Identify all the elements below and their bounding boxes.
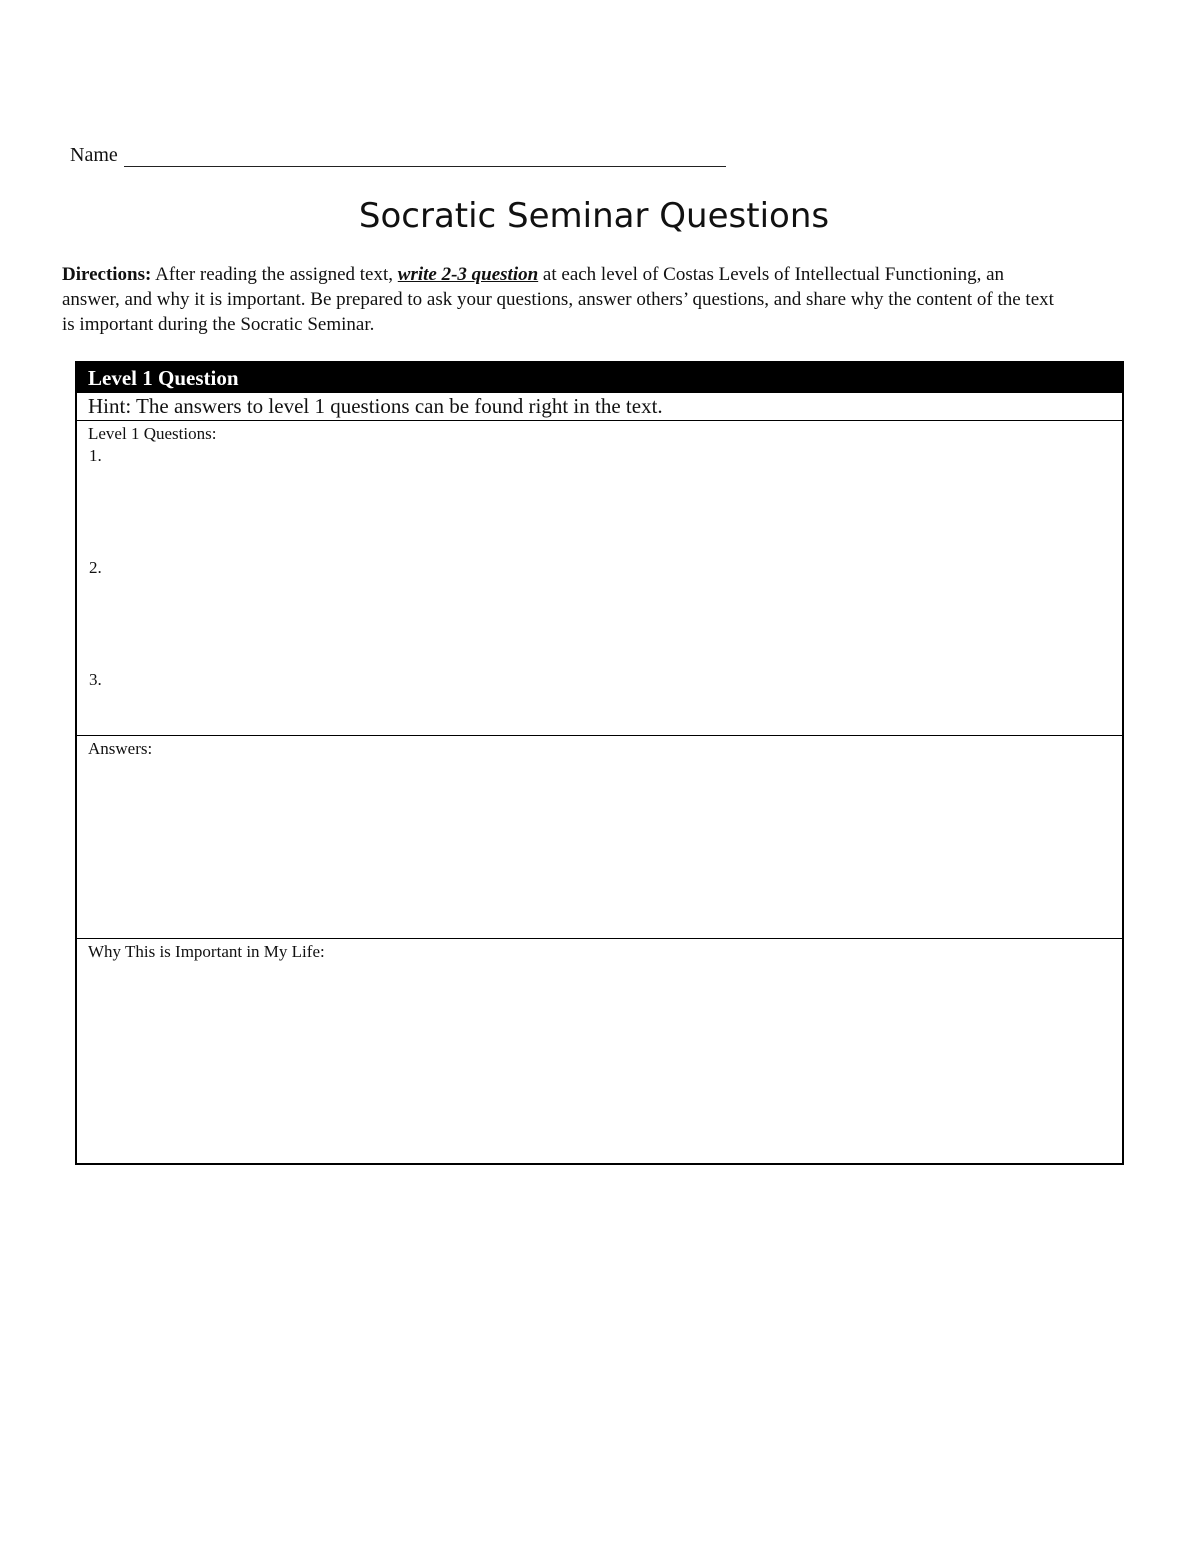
name-row <box>70 144 726 167</box>
questions-cell[interactable] <box>77 421 1122 736</box>
answers-label: Answers: <box>88 739 153 758</box>
hint-row: Hint: The answers to level 1 questions can be found right in the text. <box>77 393 1122 421</box>
question-number-1: 1. <box>89 446 102 465</box>
directions-paragraph <box>62 262 1062 337</box>
directions-label: Directions: <box>62 264 152 285</box>
answers-cell[interactable] <box>77 736 1122 939</box>
question-number-3: 3. <box>89 670 102 689</box>
table-heading: Level 1 Question <box>77 363 1122 393</box>
directions-text-before: After reading the assigned text, <box>155 264 394 285</box>
level-1-worksheet-table <box>75 361 1124 1165</box>
why-important-cell[interactable] <box>77 939 1122 1161</box>
question-number-2: 2. <box>89 558 102 577</box>
name-label: Name <box>70 144 118 166</box>
questions-label: Level 1 Questions: <box>88 424 217 443</box>
name-field[interactable] <box>124 144 726 167</box>
page-title: Socratic Seminar Questions <box>358 196 830 236</box>
directions-text-after: at each level of Costas Levels of Intellectual Functioning, an answer, and why it is important. Be prepared to ask your questions, answer others’ questions, and share why the content of the text is important during the Socratic Seminar. <box>62 264 1054 335</box>
why-important-label: Why This is Important in My Life: <box>88 942 325 961</box>
directions-emphasis: write 2-3 question <box>397 264 539 285</box>
